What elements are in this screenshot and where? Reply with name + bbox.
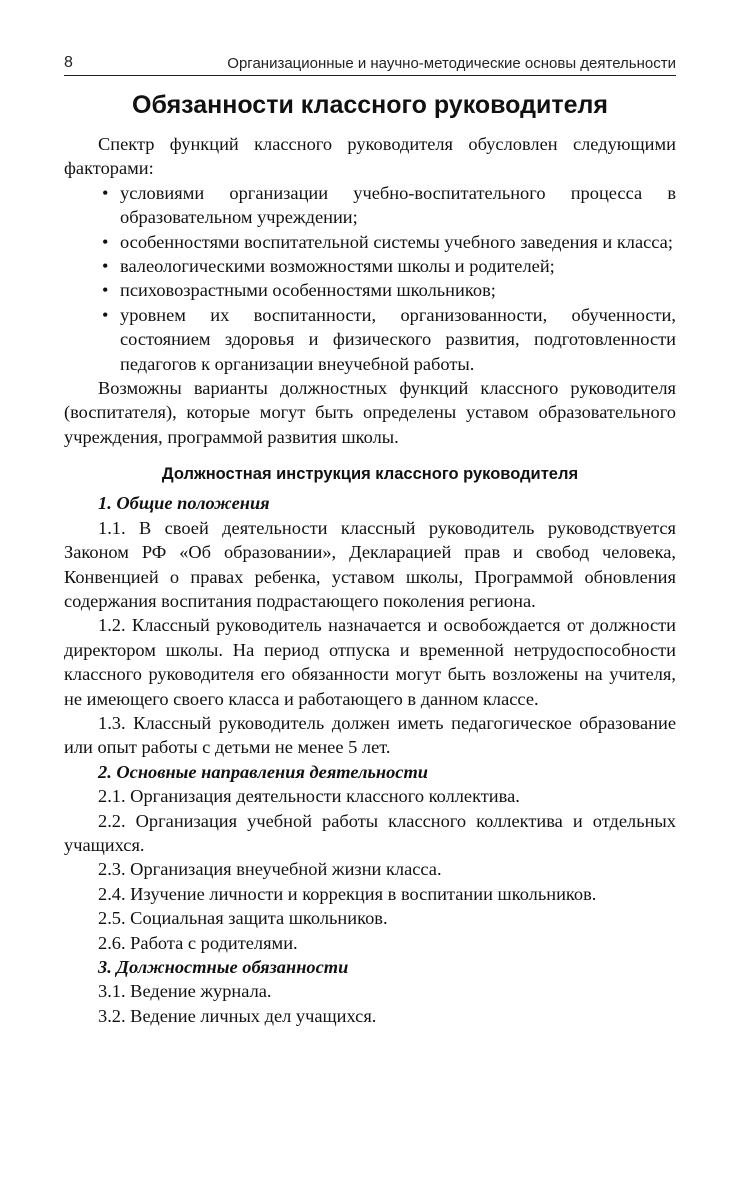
clause-paragraph: 2.6. Работа с родителями. (98, 932, 298, 953)
clause-paragraph: 2.3. Организация внеучебной жизни класса. (98, 859, 442, 880)
page-number: 8 (64, 54, 73, 71)
clause-paragraph: 3.1. Ведение журнала. (98, 981, 272, 1002)
clause-paragraph: 1.2. Классный руководитель назначается и освобождается от должности директором школы. На период отпуска и временной нетрудоспособности классного руководителя его обязанности могут быть возложены на учителя, не имеющего своего класса и работающего в данном классе. (64, 615, 676, 709)
instruction-heading: Должностная инструкция классного руководителя (161, 465, 579, 484)
clause-paragraph: 1.1. В своей деятельности классный руководитель руководствуется Законом РФ «Об образовании», Декларацией прав и свобод человека, Конвенцией о правах ребенка, уставом школы, Программой обновления содержания воспитания подрастающего поколения региона. (64, 517, 676, 611)
bullet-icon: • (102, 304, 109, 325)
variants-paragraph: Возможны варианты должностных функций классного руководителя (воспитателя), которые могут быть определены уставом образовательного учреждения, программой развития школы. (64, 378, 676, 447)
running-header (64, 52, 676, 76)
clause-paragraph: 3.2. Ведение личных дел учащихся. (98, 1005, 377, 1026)
bullet-icon: • (102, 280, 109, 301)
list-item: • психовозрастными особенностями школьников; (64, 278, 676, 302)
running-title: Организационные и научно-методические основы деятельности (227, 55, 676, 72)
book-page (64, 52, 676, 1028)
clause-paragraph: 2.2. Организация учебной работы классного коллектива и отдельных учащихся. (64, 810, 676, 855)
bullet-icon: • (102, 182, 109, 203)
factors-list (64, 181, 676, 376)
bullet-icon: • (102, 256, 109, 277)
body-text (64, 132, 676, 1028)
list-item: • валеологическими возможностями школы и родителей; (64, 254, 676, 278)
list-item: • особенностями воспитательной системы учебного заведения и класса; (64, 230, 676, 254)
bullet-icon: • (102, 231, 109, 252)
clause-paragraph: 2.5. Социальная защита школьников. (98, 908, 388, 929)
clause-paragraph: 2.1. Организация деятельности классного коллектива. (98, 786, 520, 807)
intro-paragraph: Спектр функций классного руководителя обусловлен следующими факторами: (64, 134, 676, 179)
clause-paragraph: 1.3. Классный руководитель должен иметь педагогическое образование или опыт работы с детьми не менее 5 лет. (64, 712, 676, 758)
list-item: • уровнем их воспитанности, организованности, обученности, состоянием здоровья и физического развития, подготовленности педагогов к организации внеучебной работы. (102, 304, 676, 374)
section-heading: 3. Должностные обязанности (98, 957, 349, 977)
clause-paragraph: 2.4. Изучение личности и коррекция в воспитании школьников. (98, 883, 597, 904)
section-heading: 2. Основные направления деятельности (98, 761, 429, 782)
page-title: Обязанности классного руководителя (132, 91, 608, 119)
section-heading: 1. Общие положения (98, 493, 270, 514)
list-item: • условиями организации учебно-воспитательного процесса в образовательном учреждении; (102, 182, 676, 228)
